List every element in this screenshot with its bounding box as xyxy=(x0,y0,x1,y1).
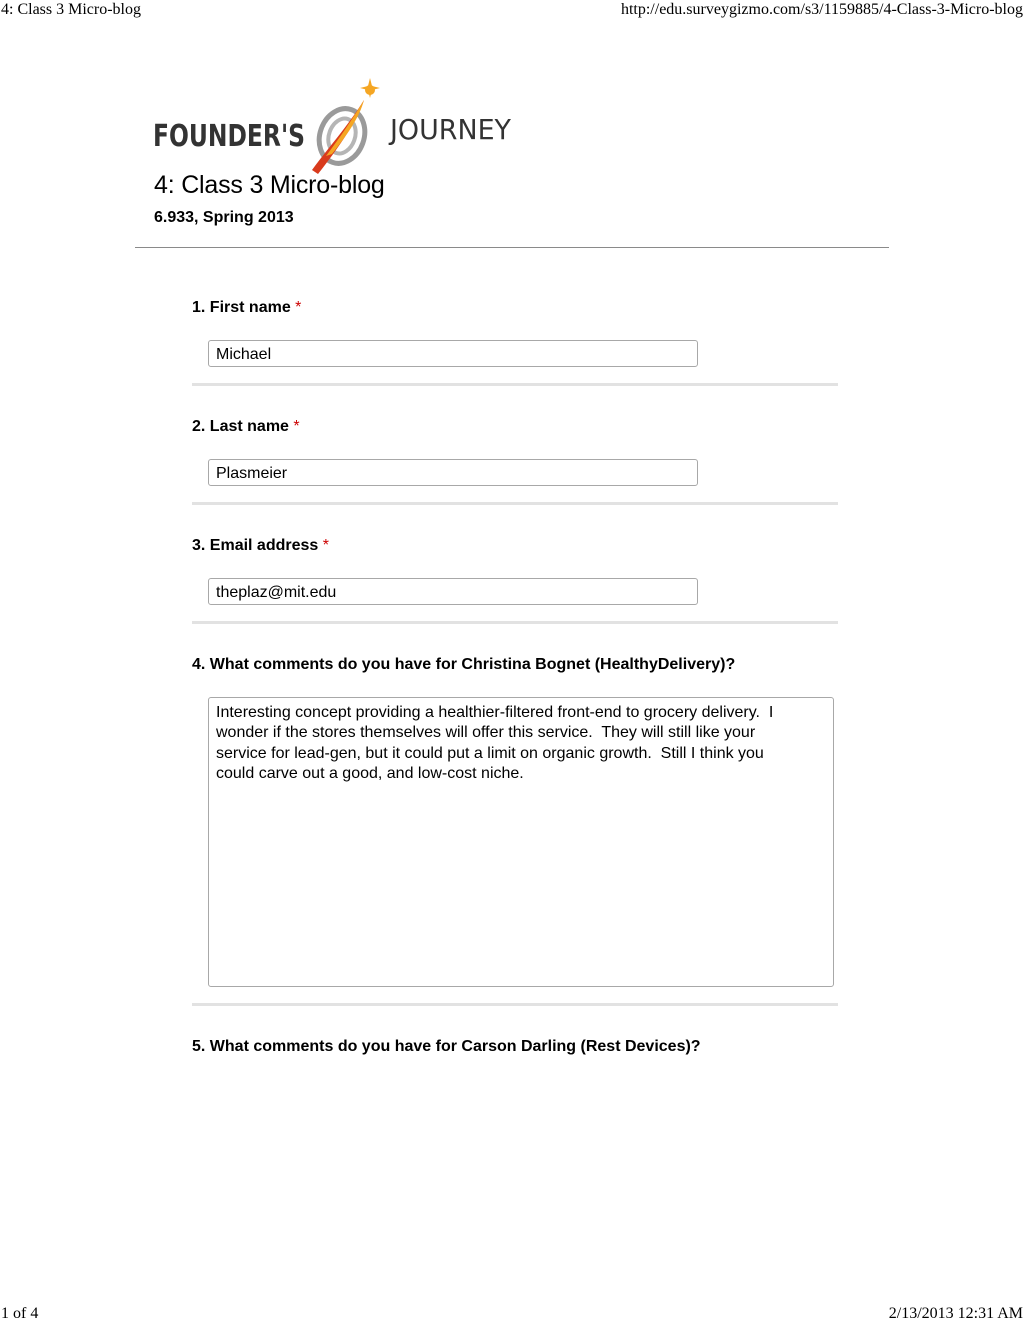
required-marker: * xyxy=(293,418,300,435)
required-marker: * xyxy=(295,299,302,316)
last-name-input[interactable]: Plasmeier xyxy=(208,459,698,486)
print-timestamp: 2/13/2013 12:31 AM xyxy=(888,1305,1023,1322)
title-divider xyxy=(135,247,889,248)
email-input[interactable]: theplaz@mit.edu xyxy=(208,578,698,605)
logo-swirl-icon xyxy=(312,78,380,174)
logo-right-word: JOURNEY xyxy=(388,113,512,146)
question-text: First name xyxy=(209,299,291,316)
question-number: 1. xyxy=(192,299,206,316)
comments-healthydelivery-textarea[interactable]: Interesting concept providing a healthier-filtered front-end to grocery delivery. I wonder if the stores themselves will offer this service. They will still like your service for lead-gen, but it could put a limit on organic growth. Still I think you could carve out a good, and low-cost niche. xyxy=(208,697,834,987)
question-number: 2. xyxy=(192,418,206,435)
question-separator xyxy=(192,621,838,624)
question-separator xyxy=(192,383,838,386)
question-1-label xyxy=(192,299,301,317)
question-number: 5. xyxy=(192,1038,206,1055)
question-number: 4. xyxy=(192,656,206,673)
print-footer xyxy=(0,1305,1024,1325)
print-header xyxy=(0,1,1024,21)
question-text: Email address xyxy=(209,537,319,554)
print-page-title: 4: Class 3 Micro-blog xyxy=(1,1,141,18)
question-separator xyxy=(192,502,838,505)
page-indicator: 1 of 4 xyxy=(1,1305,39,1322)
question-text: Last name xyxy=(209,418,289,435)
question-text: What comments do you have for Carson Darling (Rest Devices)? xyxy=(209,1038,701,1055)
question-text: What comments do you have for Christina Bognet (HealthyDelivery)? xyxy=(209,656,736,673)
question-4-label xyxy=(192,656,735,674)
first-name-input[interactable]: Michael xyxy=(208,340,698,367)
logo-left-word: FOUNDER'S xyxy=(153,119,305,154)
question-number: 3. xyxy=(192,537,206,554)
question-5-label xyxy=(192,1038,701,1056)
question-separator xyxy=(192,1003,838,1006)
print-url: http://edu.surveygizmo.com/s3/1159885/4-Class-3-Micro-blog xyxy=(620,1,1023,18)
founders-journey-logo xyxy=(152,78,514,174)
question-3-label xyxy=(192,537,329,555)
question-2-label xyxy=(192,418,300,436)
required-marker: * xyxy=(322,537,329,554)
survey-title: 4: Class 3 Micro-blog xyxy=(154,171,385,199)
survey-subtitle: 6.933, Spring 2013 xyxy=(154,209,294,226)
